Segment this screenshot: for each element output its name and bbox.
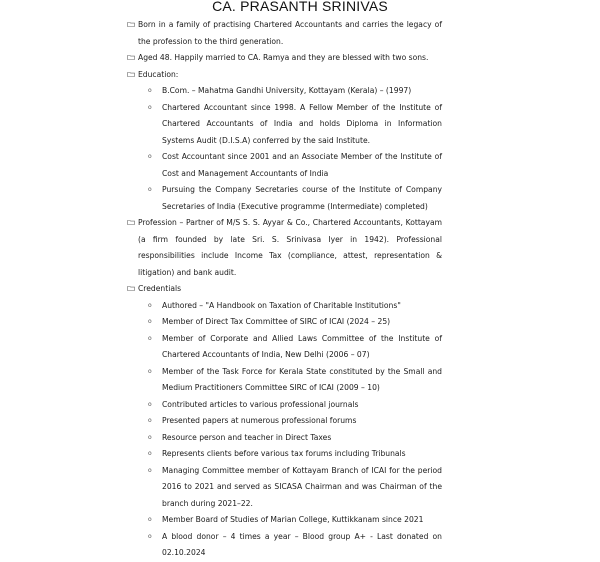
sub-item (124, 446, 442, 463)
sub-item (124, 529, 442, 562)
circle-bullet-icon: o (148, 516, 152, 523)
sub-item (124, 397, 442, 414)
sub-item-text: Chartered Accountant since 1998. A Fellow Member of the Institute of Chartered Accountants of India and holds Diploma in Information Systems Audit (D.I.S.A) conferred by the said Institute. (162, 102, 442, 145)
sub-item-text: Authored – "A Handbook on Taxation of Charitable Institutions" (162, 300, 401, 310)
sub-item (124, 100, 442, 150)
circle-bullet-icon: o (148, 87, 152, 94)
circle-bullet-icon: o (148, 466, 152, 474)
sub-item-text: Resource person and teacher in Direct Taxes (162, 432, 332, 442)
sub-item (124, 413, 442, 430)
sub-item-text: Member of the Task Force for Kerala State constituted by the Small and Medium Practitioners Committee SIRC of ICAI (2009 – 10) (162, 366, 442, 392)
circle-bullet-icon: o (148, 103, 152, 111)
sub-item (124, 463, 442, 513)
folder-outline-icon (127, 72, 135, 77)
sub-item (124, 149, 442, 182)
list-item-background (124, 17, 442, 50)
sub-item-text: Pursuing the Company Secretaries course of the Institute of Company Secretaries of India (Executive programme (Intermediate) completed) (162, 185, 442, 211)
sub-item (124, 298, 442, 315)
sub-item-text: Cost Accountant since 2001 and an Associate Member of the Institute of Cost and Management Accountants of India (162, 152, 442, 178)
sub-item (124, 430, 442, 447)
profile-document (124, 17, 442, 562)
sub-item-text: Managing Committee member of Kottayam Branch of ICAI for the period 2016 to 2021 and served as SICASA Chairman and was Chairman of the branch during 2021–22. (162, 465, 442, 508)
circle-bullet-icon: o (148, 334, 152, 342)
sub-item-text: B.Com. – Mahatma Gandhi University, Kottayam (Kerala) – (1997) (162, 86, 412, 95)
list-item-profession (124, 215, 442, 281)
circle-bullet-icon: o (148, 301, 152, 309)
list-item-age (124, 50, 442, 67)
circle-bullet-icon: o (148, 417, 152, 424)
circle-bullet-icon: o (148, 153, 152, 160)
circle-bullet-icon: o (148, 367, 152, 375)
sub-item-text: Contributed articles to various professional journals (162, 399, 359, 409)
sub-item (124, 182, 442, 215)
sub-item (124, 331, 442, 364)
folder-outline-icon (127, 286, 135, 291)
sub-item-text: A blood donor – 4 times a year – Blood group A+ - Last donated on 02.10.2024 (162, 531, 442, 557)
list-item-education (124, 67, 442, 84)
credentials-sublist (124, 298, 442, 562)
circle-bullet-icon: o (148, 433, 152, 441)
sub-item-text: Member Board of Studies of Marian College, Kuttikkanam since 2021 (162, 515, 424, 524)
item-text: Aged 48. Happily married to CA. Ramya and they are blessed with two sons. (138, 53, 429, 62)
sub-item (124, 512, 442, 529)
folder-outline-icon (127, 220, 135, 225)
education-sublist (124, 83, 442, 215)
item-text: Profession – Partner of M/S S. S. Ayyar & Co., Chartered Accountants, Kottayam (a firm founded by late Sri. S. Srinivasa Iyer in 1942). Professional responsibilities include Income Tax (compliance, attest, representation & litigation) and bank audit. (138, 218, 442, 277)
sub-item-text: Member of Corporate and Allied Laws Committee of the Institute of Chartered Accountants of India, New Delhi (2006 – 07) (162, 333, 442, 359)
circle-bullet-icon: o (148, 318, 152, 325)
sub-item-text: Presented papers at numerous professional forums (162, 416, 357, 425)
circle-bullet-icon: o (148, 186, 152, 193)
sub-item-text: Represents clients before various tax forums including Tribunals (162, 449, 406, 458)
section-heading-credentials: Credentials (138, 284, 182, 293)
sub-item (124, 364, 442, 397)
circle-bullet-icon: o (148, 532, 152, 540)
folder-outline-icon (127, 22, 135, 27)
sub-item (124, 314, 442, 331)
section-heading-education: Education: (138, 69, 179, 79)
item-text: Born in a family of practising Chartered Accountants and carries the legacy of the profession to the third generation. (138, 20, 442, 46)
sub-item-text: Member of Direct Tax Committee of SIRC of ICAI (2024 – 25) (162, 317, 391, 326)
document-title: CA. PRASANTH SRINIVAS (212, 0, 388, 14)
list-item-credentials (124, 281, 442, 298)
circle-bullet-icon: o (148, 450, 152, 457)
circle-bullet-icon: o (148, 400, 152, 408)
folder-outline-icon (127, 55, 135, 60)
sub-item (124, 83, 442, 100)
